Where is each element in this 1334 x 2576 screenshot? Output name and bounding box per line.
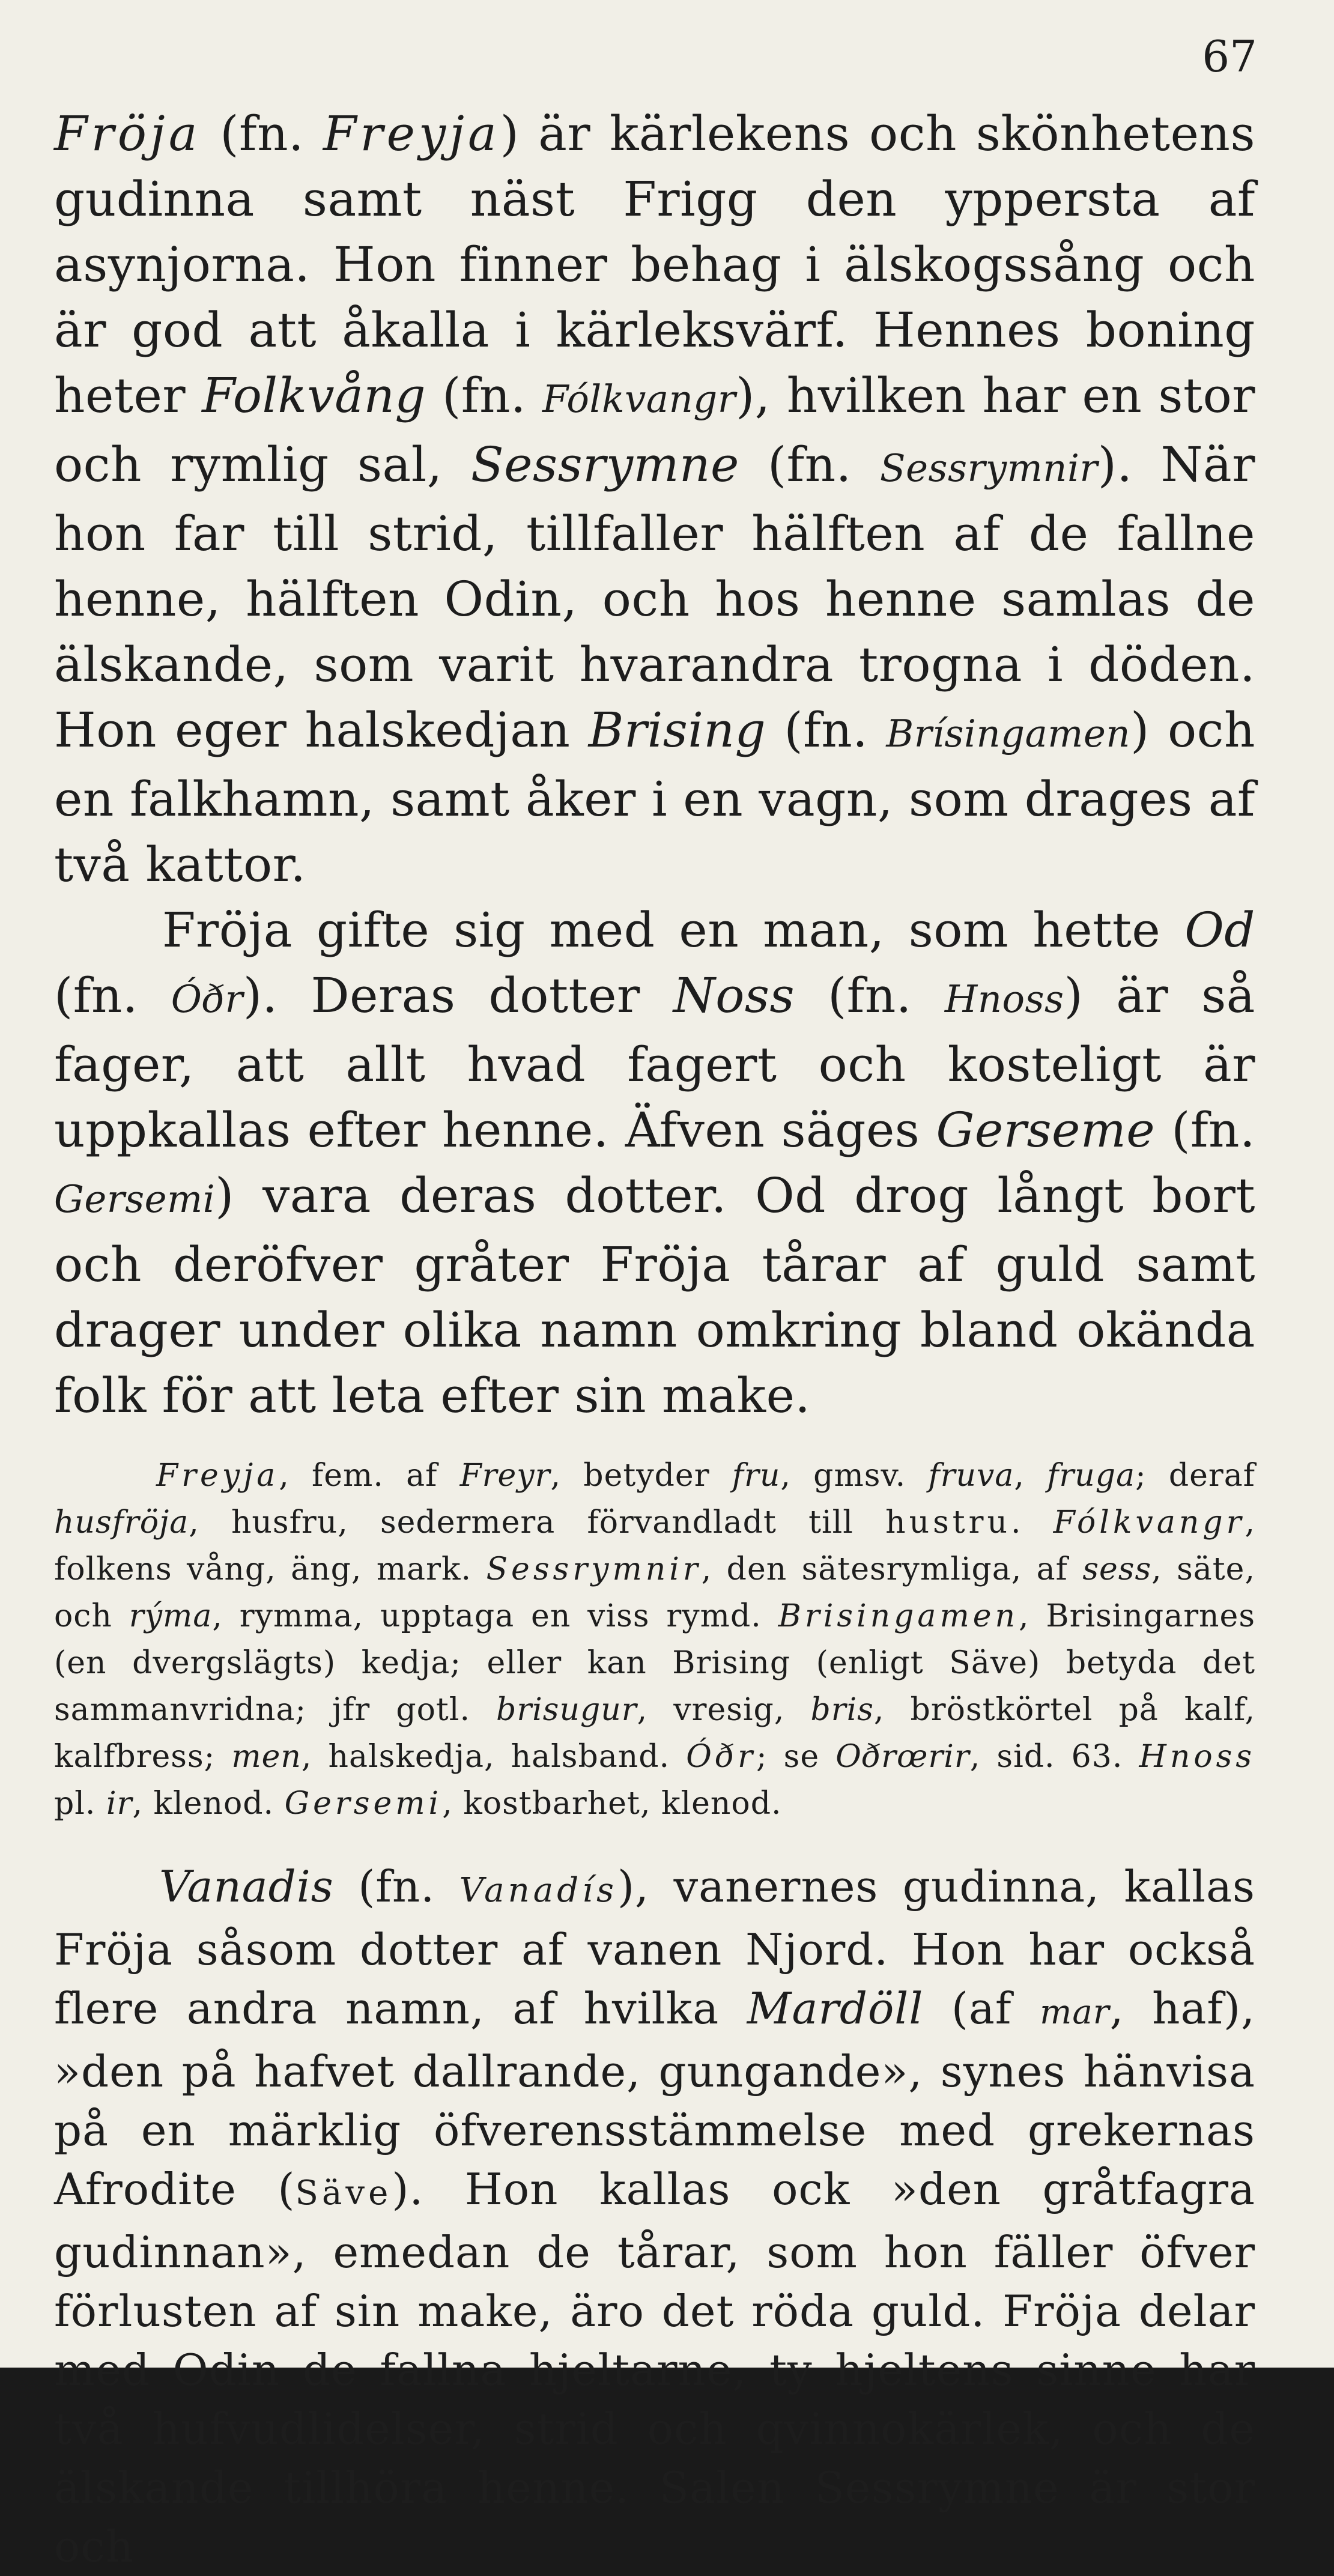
note-term: Gersemi: [284, 1786, 443, 1822]
text-span: .: [1011, 1505, 1054, 1541]
text-span: (fn.: [795, 968, 945, 1023]
note-term: men: [231, 1739, 302, 1775]
text-span: ), vanernes gudinna, kallas Fröja såsom dotter af vanen Njord. Hon har också flere andra namn, af hvilka: [54, 1861, 1255, 2034]
text-span: , klenod.: [132, 1786, 285, 1822]
text-span: , vresig,: [637, 1692, 811, 1728]
term-sessrymne: Sessrymne: [470, 437, 739, 492]
text-span: pl.: [54, 1786, 106, 1822]
text-span: , fem. af: [279, 1458, 460, 1494]
term-vanadis: Vanadis: [159, 1861, 334, 1912]
term-brisingamen: Brísingamen: [886, 712, 1131, 756]
text-span: , husfru, sedermera förvandladt till: [189, 1505, 886, 1541]
text-span: (fn.: [1155, 1102, 1256, 1158]
term-od: Od: [1184, 902, 1255, 958]
text-span: ) och en falkhamn, samt åker i en vagn, som drages af två kattor.: [54, 702, 1255, 893]
note-term: Hnoss: [1139, 1739, 1255, 1775]
text-span: ; se: [756, 1739, 836, 1775]
text-span: (af: [923, 1983, 1040, 2034]
text-span: ; deraf: [1135, 1458, 1256, 1494]
text-span: (fn.: [333, 1861, 459, 1912]
headword-froja: Fröja: [54, 106, 201, 162]
term-brising: Brising: [588, 702, 766, 758]
term-gerseme: Gerseme: [936, 1102, 1156, 1158]
note-term: Fólkvangr: [1053, 1505, 1245, 1541]
text-span: , Brisingarnes (en dvergslägts) kedja; eller kan Brising (enligt Säve) betyda det sammanvridna; jfr gotl.: [54, 1598, 1256, 1728]
note-term: fruga: [1047, 1458, 1136, 1494]
note-term: Oðrœrir: [835, 1739, 970, 1775]
note-term: fruva: [928, 1458, 1014, 1494]
text-span: ) är kärlekens och skönhetens gudinna samt näst Frigg den yppersta af asynjorna. Hon finner behag i älskogssång och är god att åkalla i kärleksvärf. Hennes boning heter: [54, 106, 1255, 423]
text-span: , den sätesrymliga, af: [701, 1551, 1083, 1587]
text-span: , kostbarhet, klenod.: [442, 1786, 782, 1822]
term-vanadis-fn: Vanadís: [459, 1871, 617, 1910]
text-span: (fn.: [201, 106, 323, 162]
page-number: 67: [1202, 31, 1257, 82]
text-span: ) är så fager, att allt hvad fagert och kosteligt är uppkallas efter henne. Äfven säges: [54, 968, 1255, 1158]
text-span: , rymma, upptaga en viss rymd.: [212, 1598, 778, 1634]
term-odr: Óðr: [171, 977, 243, 1021]
term-mardoll: Mardöll: [747, 1983, 924, 2034]
text-span: , gmsv.: [780, 1458, 929, 1494]
text-span: Fröja gifte sig med en man, som hette: [162, 902, 1185, 958]
text-span: , bröstkörtel på kalf, kalfbress;: [54, 1692, 1255, 1775]
paragraph-freyja: [54, 101, 1255, 897]
text-span: , haf), »den på hafvet dallrande, gungande», synes hänvisa på en märklig öfverensstämmelse med grekernas Afrodite (: [54, 1983, 1255, 2214]
text-span: , halskedja, halsband.: [301, 1739, 687, 1775]
note-term: Óðr: [686, 1739, 756, 1775]
term-hnoss: Hnoss: [944, 977, 1064, 1021]
text-span: (fn.: [426, 368, 542, 423]
note-term: ir: [106, 1786, 133, 1822]
term-gersemi: Gersemi: [54, 1177, 216, 1221]
etymology-note: [54, 1452, 1255, 1827]
note-term: rýma: [129, 1598, 213, 1634]
text-span: ). När hon far till strid, tillfaller hälften af de fallne henne, hälften Odin, och hos henne samlas de älskande, som varit hvarandra trogna i döden. Hon eger halskedjan: [54, 437, 1255, 758]
text-span: , betyder: [550, 1458, 732, 1494]
text-span: ). Deras dotter: [243, 968, 673, 1023]
note-term: bris: [810, 1692, 874, 1728]
text-span: ), hvilken har en stor och rymlig sal,: [54, 368, 1256, 492]
text-span: ). Hon kallas ock »den gråtfagra gudinnan», emedan de tårar, som hon fäller öfver förlusten af sin make, äro det röda guld. Fröja delar med Odin de fallna hjeltarne, ty hjeltens sinne har två hufvudlidelser, strid och qvinnokärlek, och de älskande tillhöra henne. Salen Sessrymne är stor och: [54, 2164, 1256, 2572]
paragraph-od: [54, 897, 1255, 1428]
text-span: , sid. 63.: [969, 1739, 1139, 1775]
text-span: ,: [1014, 1458, 1047, 1494]
term-folkvang: Folkvång: [202, 368, 426, 423]
term-sessrymnir: Sessrymnir: [879, 446, 1098, 490]
note-term: sess: [1082, 1551, 1152, 1587]
term-mar: mar: [1040, 1993, 1110, 2032]
note-spaced-term: hustru: [885, 1505, 1011, 1541]
note-term: fru: [732, 1458, 781, 1494]
text-span: ) vara deras dotter. Od drog långt bort och deröfver gråter Fröja tårar af guld samt drager under olika namn omkring bland okända folk för att leta efter sin make.: [54, 1168, 1255, 1423]
note-term: Freyja: [156, 1458, 279, 1494]
note-term: Freyr: [459, 1458, 551, 1494]
term-folkvangr: Fólkvangr: [542, 377, 736, 421]
text-span: (fn.: [766, 702, 887, 758]
text-span: , säte, och: [54, 1551, 1255, 1634]
term-freyja: Freyja: [323, 106, 500, 162]
text-span: , folkens vång, äng, mark.: [54, 1505, 1255, 1587]
term-noss: Noss: [673, 968, 795, 1023]
text-span: (fn.: [739, 437, 880, 492]
note-term: brisugur: [496, 1692, 637, 1728]
note-term: Sessrymnir: [486, 1551, 702, 1587]
note-term: husfröja: [54, 1505, 189, 1541]
page-body: [54, 101, 1255, 2576]
note-term: Brisingamen: [778, 1598, 1019, 1634]
text-span: (fn.: [54, 968, 171, 1023]
term-save: Säve: [295, 2174, 392, 2213]
paragraph-vanadis: [54, 1857, 1255, 2576]
